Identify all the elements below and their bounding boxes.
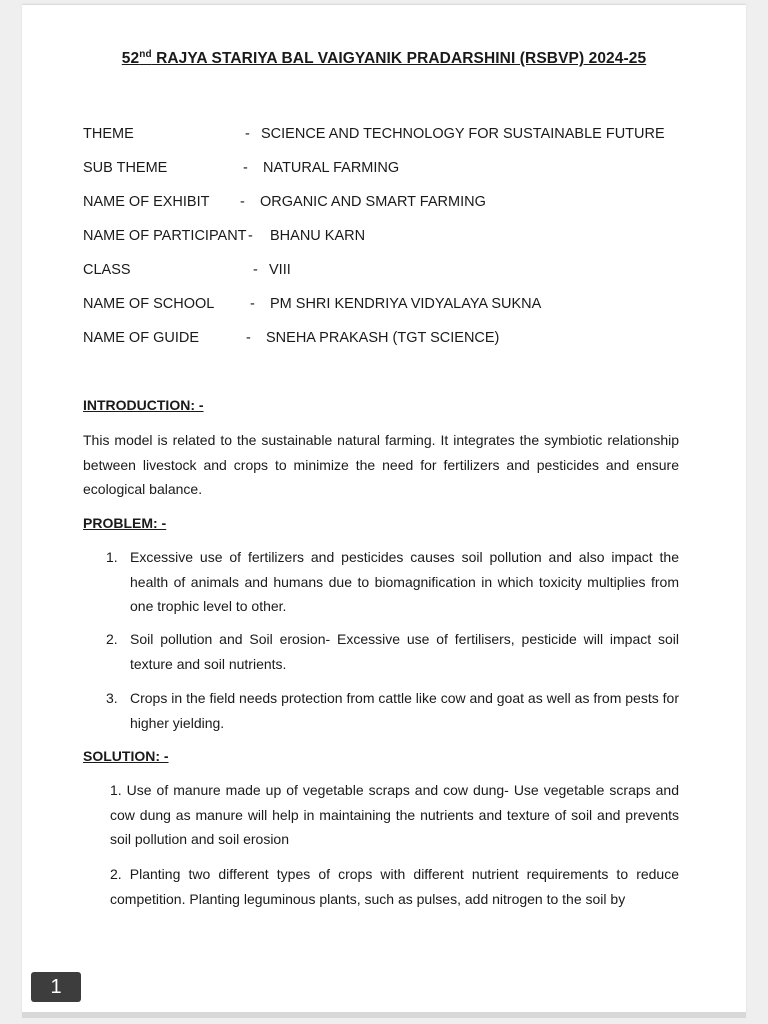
- solution-item: 1. Use of manure made up of vegetable scraps and cow dung- Use vegetable scraps and cow dung as manure will help in maintaining the nutrients and texture of soil and prevents soil pollution and soil erosion: [110, 782, 679, 847]
- problem-item: Crops in the field needs protection from cattle like cow and goat as well as from pests for higher yielding.: [130, 690, 679, 731]
- field-value: BHANU KARN: [270, 228, 366, 244]
- field-dash: -: [246, 330, 251, 346]
- field-dash: -: [243, 160, 248, 176]
- field-value: VIII: [269, 262, 291, 278]
- field-value: ORGANIC AND SMART FARMING: [260, 194, 486, 210]
- field-dash: -: [250, 296, 255, 312]
- field-label: CLASS: [83, 262, 131, 278]
- field-label: NAME OF PARTICIPANT: [83, 228, 247, 244]
- field-value: SCIENCE AND TECHNOLOGY FOR SUSTAINABLE FUTURE: [261, 126, 665, 142]
- solution-heading: SOLUTION: -: [83, 748, 169, 764]
- field-label: SUB THEME: [83, 160, 168, 176]
- field-label: NAME OF GUIDE: [83, 330, 200, 346]
- field-dash: -: [248, 228, 253, 244]
- field-label: NAME OF SCHOOL: [83, 296, 215, 312]
- field-dash: -: [240, 194, 245, 210]
- page-number-badge[interactable]: 1: [31, 972, 81, 1002]
- field-label: NAME OF EXHIBIT: [83, 194, 210, 210]
- field-value: PM SHRI KENDRIYA VIDYALAYA SUKNA: [270, 296, 542, 312]
- problem-item: Excessive use of fertilizers and pesticides causes soil pollution and also impact the health of animals and humans due to biomagnification in which toxicity multiplies from one trophic level to other.: [130, 549, 679, 614]
- problem-heading: PROBLEM: -: [83, 515, 167, 531]
- problem-item-number: 1.: [106, 549, 118, 565]
- field-value: NATURAL FARMING: [263, 160, 400, 176]
- title-superscript: nd: [139, 49, 152, 60]
- page-top-border: [22, 4, 746, 5]
- page-bottom-edge: [22, 1012, 746, 1018]
- introduction-text: This model is related to the sustainable natural farming. It integrates the symbiotic relationship between livestock and crops to minimize the need for fertilizers and pesticides and ensure ecological balance.: [83, 432, 679, 497]
- problem-item: Soil pollution and Soil erosion- Excessive use of fertilisers, pesticide will impact soil texture and soil nutrients.: [130, 631, 679, 672]
- problem-item-number: 2.: [106, 631, 118, 647]
- field-dash: -: [253, 262, 258, 278]
- field-dash: -: [245, 126, 250, 142]
- document-title: [0, 49, 768, 68]
- field-value: SNEHA PRAKASH (TGT SCIENCE): [266, 330, 500, 346]
- title-rest: RAJYA STARIYA BAL VAIGYANIK PRADARSHINI (RSBVP) 2024-25: [151, 50, 647, 68]
- title-prefix: 52: [121, 50, 140, 68]
- introduction-heading: INTRODUCTION: -: [83, 397, 204, 413]
- field-label: THEME: [83, 126, 134, 142]
- solution-item: 2. Planting two different types of crops with different nutrient requirements to reduce competition. Planting leguminous plants, such as pulses, add nitrogen to the soil by: [110, 866, 679, 907]
- problem-item-number: 3.: [106, 690, 118, 706]
